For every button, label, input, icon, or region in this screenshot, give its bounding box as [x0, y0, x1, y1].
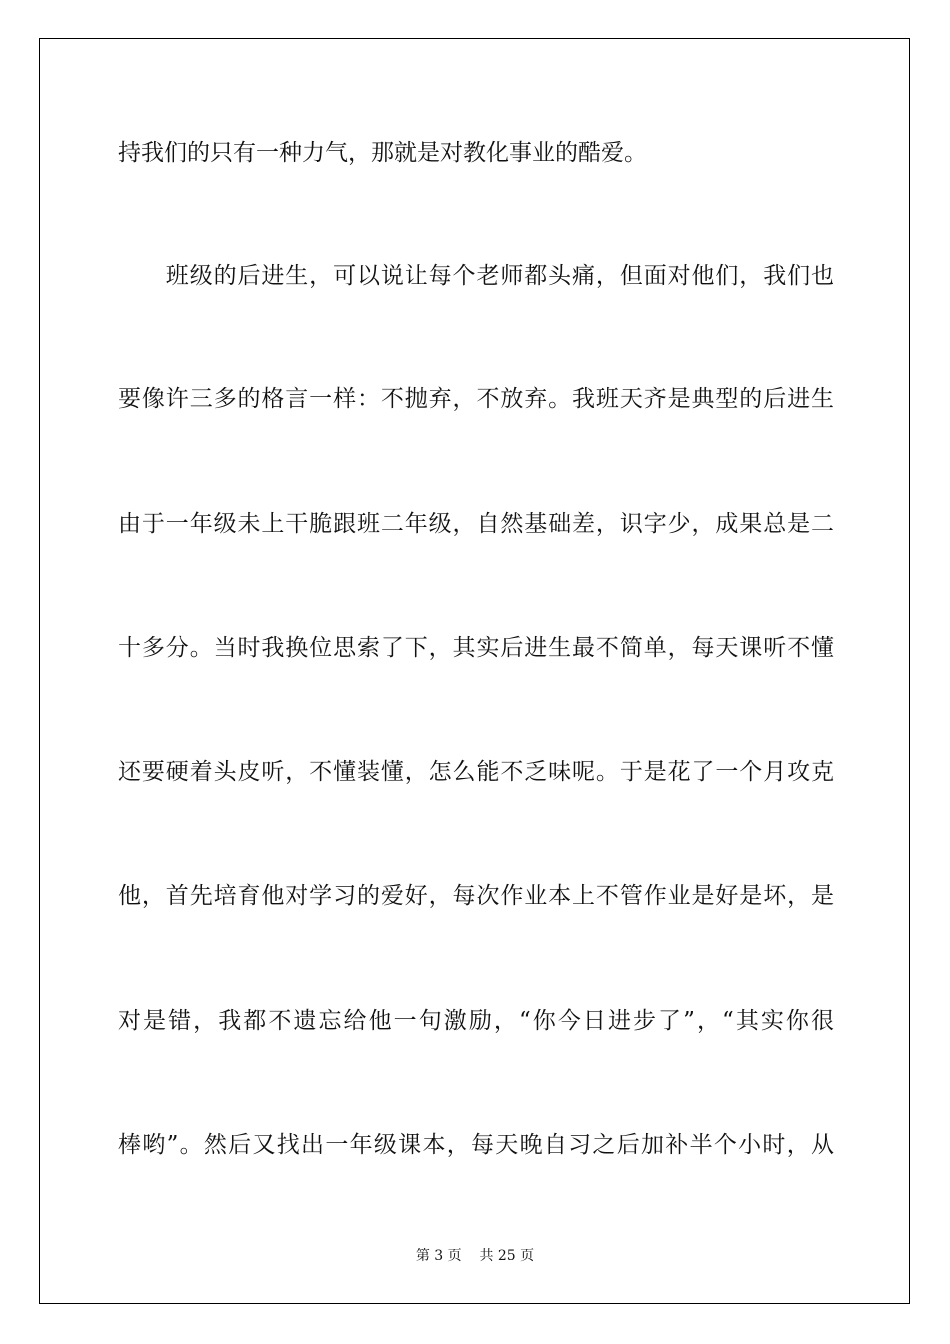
- text-line-4: 由于一年级未上干脆跟班二年级，自然基础差，识字少，成果总是二: [118, 511, 834, 537]
- text-line-1: 持我们的只有一种力气，那就是对教化事业的酷爱。: [118, 140, 647, 166]
- text-line-8: 对是错，我都不遗忘给他一句激励，“你今日进步了”，“其实你很: [118, 1008, 834, 1034]
- page-border: [39, 38, 910, 1304]
- text-line-6: 还要硬着头皮听，不懂装懂，怎么能不乏味呢。于是花了一个月攻克: [118, 759, 834, 785]
- text-line-9: 棒哟”。然后又找出一年级课本，每天晚自习之后加补半个小时，从: [118, 1132, 834, 1158]
- page-number: 第 3 页: [415, 1248, 462, 1264]
- text-line-7: 他，首先培育他对学习的爱好，每次作业本上不管作业是好是坏，是: [118, 883, 834, 909]
- text-line-5: 十多分。当时我换位思索了下，其实后进生最不简单，每天课听不懂: [118, 635, 834, 661]
- text-line-2: 班级的后进生，可以说让每个老师都头痛，但面对他们，我们也: [118, 263, 834, 289]
- page-footer: [0, 1247, 950, 1265]
- page-total: 共 25 页: [479, 1248, 535, 1264]
- text-line-3: 要像许三多的格言一样：不抛弃，不放弃。我班天齐是典型的后进生: [118, 386, 834, 412]
